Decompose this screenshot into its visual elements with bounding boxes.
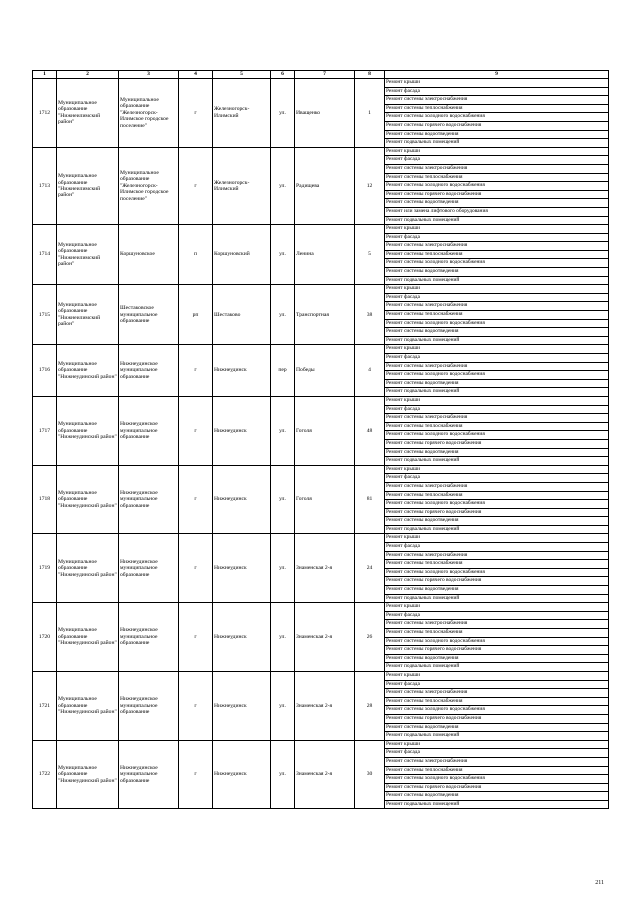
locality-type-cell: г [179, 534, 213, 603]
table-row [33, 465, 609, 534]
work-item: Ремонт системы теплоснабжения [385, 423, 608, 432]
repair-program-table [32, 70, 609, 809]
table-row [33, 285, 609, 345]
row-number-cell: 1719 [33, 534, 57, 603]
settlement-cell: Нижнеудинское муниципальное образование [119, 671, 179, 740]
locality-cell: Нижнеудинск [213, 465, 271, 534]
street-cell: Знаменская 2-я [295, 671, 355, 740]
locality-cell: Нижнеудинск [213, 345, 271, 397]
work-item: Ремонт или замена лифтового оборудования [385, 208, 608, 217]
work-item: Ремонт системы электроснабжения [385, 620, 608, 629]
house-number-cell: 4 [355, 345, 385, 397]
work-item: Ремонт крыши [385, 148, 608, 157]
work-item: Ремонт системы водоотведения [385, 724, 608, 733]
work-item: Ремонт системы горячего водоснабжения [385, 715, 608, 724]
street-cell: Иващенко [295, 79, 355, 148]
works-cell [385, 465, 609, 534]
house-number-cell: 26 [355, 603, 385, 672]
street-cell: Транспортная [295, 285, 355, 345]
work-item: Ремонт крыши [385, 345, 608, 354]
work-item: Ремонт системы электроснабжения [385, 302, 608, 311]
municipality-cell: Муниципальное образование "Нижнеудинский район" [57, 345, 119, 397]
work-item: Ремонт крыши [385, 225, 608, 234]
header-cell: 5 [213, 71, 271, 79]
street-type-cell: ул. [271, 79, 295, 148]
house-number-cell: 1 [355, 79, 385, 148]
work-item: Ремонт крыши [385, 79, 608, 88]
work-item: Ремонт системы теплоснабжения [385, 492, 608, 501]
locality-type-cell: г [179, 671, 213, 740]
work-item: Ремонт фасада [385, 543, 608, 552]
work-item: Ремонт подвальных помещений [386, 216, 460, 223]
locality-type-cell: г [179, 465, 213, 534]
settlement-cell: Нижнеудинское муниципальное образование [119, 465, 179, 534]
work-item: Ремонт фасада [385, 681, 608, 690]
table-row [33, 225, 609, 285]
work-item: Ремонт системы электроснабжения [385, 414, 608, 423]
settlement-cell: Нижнеудинское муниципальное образование [119, 603, 179, 672]
locality-cell: Железногорск-Илимский [213, 79, 271, 148]
locality-cell: Шестаково [213, 285, 271, 345]
municipality-cell: Муниципальное образование "Нижнеудинский район" [57, 603, 119, 672]
settlement-cell: Шестаковское муниципальное образование [119, 285, 179, 345]
table-row [33, 534, 609, 603]
municipality-cell: Муниципальное образование "Нижнеилимский район" [57, 285, 119, 345]
page-number: 211 [595, 880, 604, 886]
works-cell [385, 79, 609, 148]
municipality-cell: Муниципальное образование "Нижнеудинский район" [57, 534, 119, 603]
work-item: Ремонт подвальных помещений [386, 336, 460, 343]
header-row [33, 71, 609, 79]
work-item: Ремонт крыши [385, 534, 608, 543]
work-item: Ремонт системы теплоснабжения [385, 698, 608, 707]
work-item: Ремонт системы горячего водоснабжения [385, 440, 608, 449]
house-number-cell: 5 [355, 225, 385, 285]
works-cell [385, 603, 609, 672]
work-item: Ремонт системы теплоснабжения [385, 174, 608, 183]
work-item: Ремонт системы водоотведения [385, 268, 608, 277]
work-item: Ремонт фасада [385, 612, 608, 621]
settlement-cell: Нижнеудинское муниципальное образование [119, 534, 179, 603]
locality-cell: Нижнеудинск [213, 671, 271, 740]
house-number-cell: 48 [355, 396, 385, 465]
municipality-cell: Муниципальное образование "Нижнеудинский район" [57, 396, 119, 465]
work-item: Ремонт системы горячего водоснабжения [385, 122, 608, 131]
row-number-cell: 1714 [33, 225, 57, 285]
work-item: Ремонт фасада [385, 354, 608, 363]
row-number-cell: 1717 [33, 396, 57, 465]
street-cell: Знаменская 2-я [295, 740, 355, 809]
locality-type-cell: рп [179, 285, 213, 345]
municipality-cell: Муниципальное образование "Нижнеудинский район" [57, 740, 119, 809]
settlement-cell: Нижнеудинское муниципальное образование [119, 345, 179, 397]
locality-type-cell: г [179, 345, 213, 397]
municipality-cell: Муниципальное образование "Нижнеудинский район" [57, 465, 119, 534]
work-item: Ремонт системы холодного водоснабжения [385, 431, 608, 440]
work-item: Ремонт крыши [385, 466, 608, 475]
street-type-cell: ул. [271, 285, 295, 345]
work-item: Ремонт системы горячего водоснабжения [385, 509, 608, 518]
locality-cell: Нижнеудинск [213, 534, 271, 603]
works-cell [385, 671, 609, 740]
work-item: Ремонт системы горячего водоснабжения [385, 646, 608, 655]
work-item: Ремонт системы холодного водоснабжения [385, 320, 608, 329]
settlement-cell: Нижнеудинское муниципальное образование [119, 396, 179, 465]
work-item: Ремонт крыши [385, 741, 608, 750]
work-item: Ремонт крыши [385, 603, 608, 612]
street-cell: Гоголя [295, 396, 355, 465]
work-item: Ремонт крыши [385, 672, 608, 681]
street-cell: Знаменская 2-я [295, 603, 355, 672]
locality-type-cell: г [179, 79, 213, 148]
work-item: Ремонт системы водоотведения [385, 792, 608, 801]
works-cell [385, 285, 609, 345]
work-item: Ремонт системы теплоснабжения [385, 629, 608, 638]
work-item: Ремонт системы теплоснабжения [385, 560, 608, 569]
work-item: Ремонт системы электроснабжения [385, 758, 608, 767]
row-number-cell: 1716 [33, 345, 57, 397]
work-item: Ремонт подвальных помещений [386, 457, 460, 464]
work-item: Ремонт системы водоотведения [385, 655, 608, 664]
work-item: Ремонт системы теплоснабжения [385, 311, 608, 320]
house-number-cell: 81 [355, 465, 385, 534]
locality-type-cell: г [179, 396, 213, 465]
work-item: Ремонт системы холодного водоснабжения [385, 182, 608, 191]
settlement-cell: Муниципальное образование "Железногорск-Илимское городское поселение" [119, 79, 179, 148]
row-number-cell: 1713 [33, 147, 57, 224]
street-type-cell: ул. [271, 147, 295, 224]
header-cell: 7 [295, 71, 355, 79]
street-type-cell: ул. [271, 603, 295, 672]
municipality-cell: Муниципальное образование "Нижнеудинский район" [57, 671, 119, 740]
street-type-cell: ул. [271, 671, 295, 740]
work-item: Ремонт системы электроснабжения [385, 242, 608, 251]
work-item: Ремонт подвальных помещений [386, 525, 460, 532]
locality-type-cell: г [179, 147, 213, 224]
work-item: Ремонт фасада [385, 294, 608, 303]
work-item: Ремонт системы электроснабжения [385, 165, 608, 174]
locality-cell: Коршуновский [213, 225, 271, 285]
work-item: Ремонт системы электроснабжения [385, 552, 608, 561]
work-item: Ремонт системы водоотведения [385, 131, 608, 140]
header-cell: 6 [271, 71, 295, 79]
settlement-cell: Нижнеудинское муниципальное образование [119, 740, 179, 809]
work-item: Ремонт системы холодного водоснабжения [385, 371, 608, 380]
header-cell: 4 [179, 71, 213, 79]
street-type-cell: ул. [271, 396, 295, 465]
table-row [33, 345, 609, 397]
house-number-cell: 30 [355, 740, 385, 809]
work-item: Ремонт системы электроснабжения [385, 96, 608, 105]
municipality-cell: Муниципальное образование "Нижнеилимский район" [57, 79, 119, 148]
work-item: Ремонт системы горячего водоснабжения [385, 577, 608, 586]
work-item: Ремонт системы водоотведения [385, 449, 608, 458]
work-item: Ремонт системы горячего водоснабжения [385, 784, 608, 793]
work-item: Ремонт подвальных помещений [386, 276, 460, 283]
locality-type-cell: п [179, 225, 213, 285]
work-item: Ремонт фасада [385, 406, 608, 415]
header-cell: 3 [119, 71, 179, 79]
row-number-cell: 1722 [33, 740, 57, 809]
locality-cell: Железногорск-Илимский [213, 147, 271, 224]
locality-cell: Нижнеудинск [213, 396, 271, 465]
locality-type-cell: г [179, 740, 213, 809]
table-row [33, 396, 609, 465]
table-row [33, 79, 609, 148]
locality-type-cell: г [179, 603, 213, 672]
row-number-cell: 1720 [33, 603, 57, 672]
header-cell: 9 [385, 71, 609, 79]
house-number-cell: 28 [355, 671, 385, 740]
work-item: Ремонт системы электроснабжения [385, 483, 608, 492]
work-item: Ремонт системы электроснабжения [385, 689, 608, 698]
work-item: Ремонт подвальных помещений [386, 388, 460, 395]
work-item: Ремонт системы водоотведения [385, 328, 608, 337]
street-type-cell: ул. [271, 225, 295, 285]
street-type-cell: пер [271, 345, 295, 397]
table-row [33, 603, 609, 672]
house-number-cell: 24 [355, 534, 385, 603]
row-number-cell: 1721 [33, 671, 57, 740]
work-item: Ремонт подвальных помещений [386, 800, 460, 807]
table-row [33, 740, 609, 809]
work-item: Ремонт крыши [385, 397, 608, 406]
work-item: Ремонт крыши [385, 285, 608, 294]
work-item: Ремонт системы теплоснабжения [385, 105, 608, 114]
work-item: Ремонт системы холодного водоснабжения [385, 113, 608, 122]
work-item: Ремонт системы электроснабжения [385, 363, 608, 372]
settlement-cell: Коршуновское [119, 225, 179, 285]
header-cell: 1 [33, 71, 57, 79]
row-number-cell: 1718 [33, 465, 57, 534]
table-row [33, 671, 609, 740]
work-item: Ремонт системы теплоснабжения [385, 767, 608, 776]
row-number-cell: 1715 [33, 285, 57, 345]
locality-cell: Нижнеудинск [213, 603, 271, 672]
work-item: Ремонт системы водоотведения [385, 380, 608, 389]
street-cell: Знаменская 2-я [295, 534, 355, 603]
work-item: Ремонт системы холодного водоснабжения [385, 638, 608, 647]
house-number-cell: 12 [355, 147, 385, 224]
header-cell: 8 [355, 71, 385, 79]
street-type-cell: ул. [271, 534, 295, 603]
work-item: Ремонт подвальных помещений [386, 663, 460, 670]
works-cell [385, 396, 609, 465]
work-item: Ремонт фасада [385, 88, 608, 97]
works-cell [385, 147, 609, 224]
work-item: Ремонт подвальных помещений [386, 732, 460, 739]
street-cell: Ленина [295, 225, 355, 285]
street-type-cell: ул. [271, 465, 295, 534]
work-item: Ремонт системы теплоснабжения [385, 251, 608, 260]
work-item: Ремонт системы холодного водоснабжения [385, 500, 608, 509]
municipality-cell: Муниципальное образование "Нижнеилимский район" [57, 225, 119, 285]
municipality-cell: Муниципальное образование "Нижнеилимский район" [57, 147, 119, 224]
street-cell: Радищева [295, 147, 355, 224]
work-item: Ремонт системы горячего водоснабжения [385, 191, 608, 200]
work-item: Ремонт системы холодного водоснабжения [385, 775, 608, 784]
work-item: Ремонт фасада [385, 749, 608, 758]
header-cell: 2 [57, 71, 119, 79]
work-item: Ремонт системы холодного водоснабжения [385, 706, 608, 715]
works-cell [385, 225, 609, 285]
locality-cell: Нижнеудинск [213, 740, 271, 809]
work-item: Ремонт фасада [385, 156, 608, 165]
work-item: Ремонт системы водоотведения [385, 586, 608, 595]
works-cell [385, 345, 609, 397]
row-number-cell: 1712 [33, 79, 57, 148]
work-item: Ремонт подвальных помещений [386, 139, 460, 146]
table-row [33, 147, 609, 224]
work-item: Ремонт системы холодного водоснабжения [385, 569, 608, 578]
house-number-cell: 38 [355, 285, 385, 345]
works-cell [385, 740, 609, 809]
work-item: Ремонт фасада [385, 474, 608, 483]
street-cell: Победы [295, 345, 355, 397]
work-item: Ремонт системы водоотведения [385, 199, 608, 208]
street-type-cell: ул. [271, 740, 295, 809]
work-item: Ремонт фасада [385, 234, 608, 243]
street-cell: Гоголя [295, 465, 355, 534]
work-item: Ремонт системы водоотведения [385, 517, 608, 526]
settlement-cell: Муниципальное образование "Железногорск-Илимское городское поселение" [119, 147, 179, 224]
works-cell [385, 534, 609, 603]
work-item: Ремонт подвальных помещений [386, 594, 460, 601]
work-item: Ремонт системы холодного водоснабжения [385, 259, 608, 268]
